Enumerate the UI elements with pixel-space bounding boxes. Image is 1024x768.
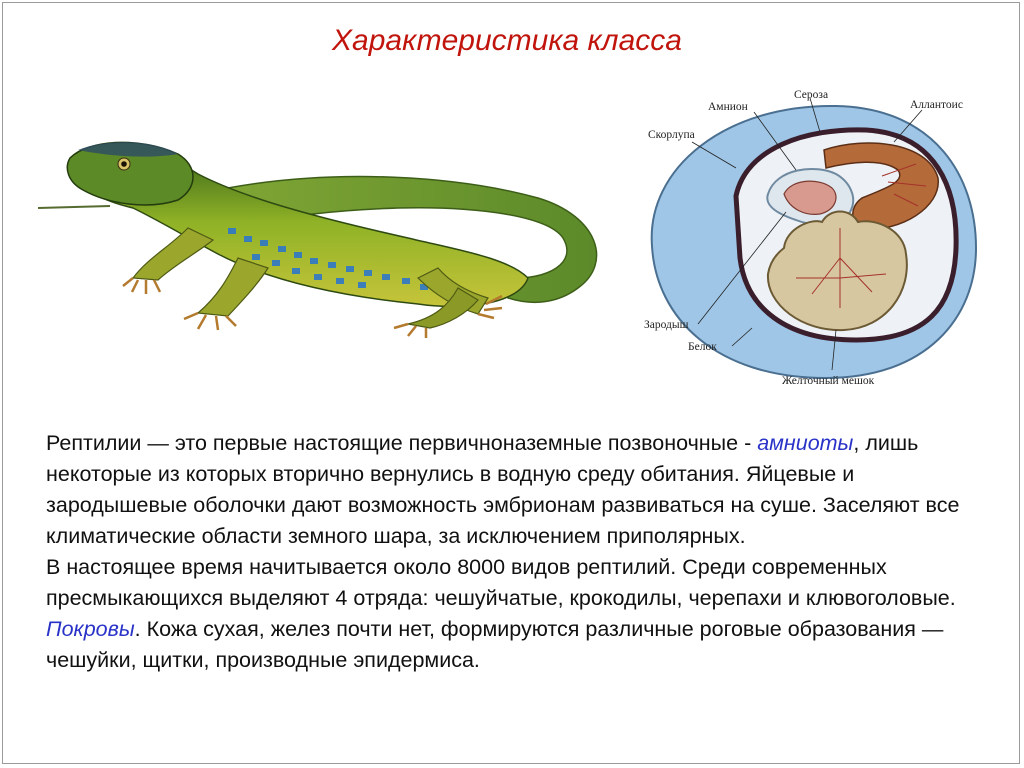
label-allantois: Аллантоис	[910, 99, 963, 111]
label-amnion: Амнион	[708, 101, 748, 113]
term-integument: Покровы	[46, 617, 135, 641]
slide-title: Характеристика класса	[332, 24, 682, 57]
label-albumen: Белок	[688, 341, 717, 353]
paragraph-definition: Рептилии — это первые настоящие первичноназемные позвоночные - амниоты, лишь некоторые из которых вторично вернулись в водную среду обитания. Яйцевые и зародышевые оболочки дают возможность эмбрионам развиваться на суше. Заселяют все климатические области земного шара, за исключением приполярных.	[46, 431, 960, 548]
label-embryo: Зародыш	[644, 319, 689, 331]
paragraph-species: В настоящее время начитывается около 8000 видов рептилий. Среди современных пресмыкающихся выделяют 4 отряда: чешуйчатые, крокодилы, черепахи и клювоголовые.	[46, 555, 956, 610]
lizard-illustration	[38, 128, 606, 338]
label-shell: Скорлупа	[648, 129, 695, 141]
term-amniotes: амниоты	[757, 431, 854, 455]
label-serosa: Сероза	[794, 89, 829, 101]
label-yolk-sac: Желточный мешок	[782, 375, 875, 387]
paragraph-integument: Покровы. Кожа сухая, желез почти нет, формируются различные роговые образования — чешуйки, щитки, производные эпидермиса.	[46, 617, 944, 672]
body-text	[46, 428, 976, 676]
egg-membranes-diagram	[636, 78, 988, 396]
